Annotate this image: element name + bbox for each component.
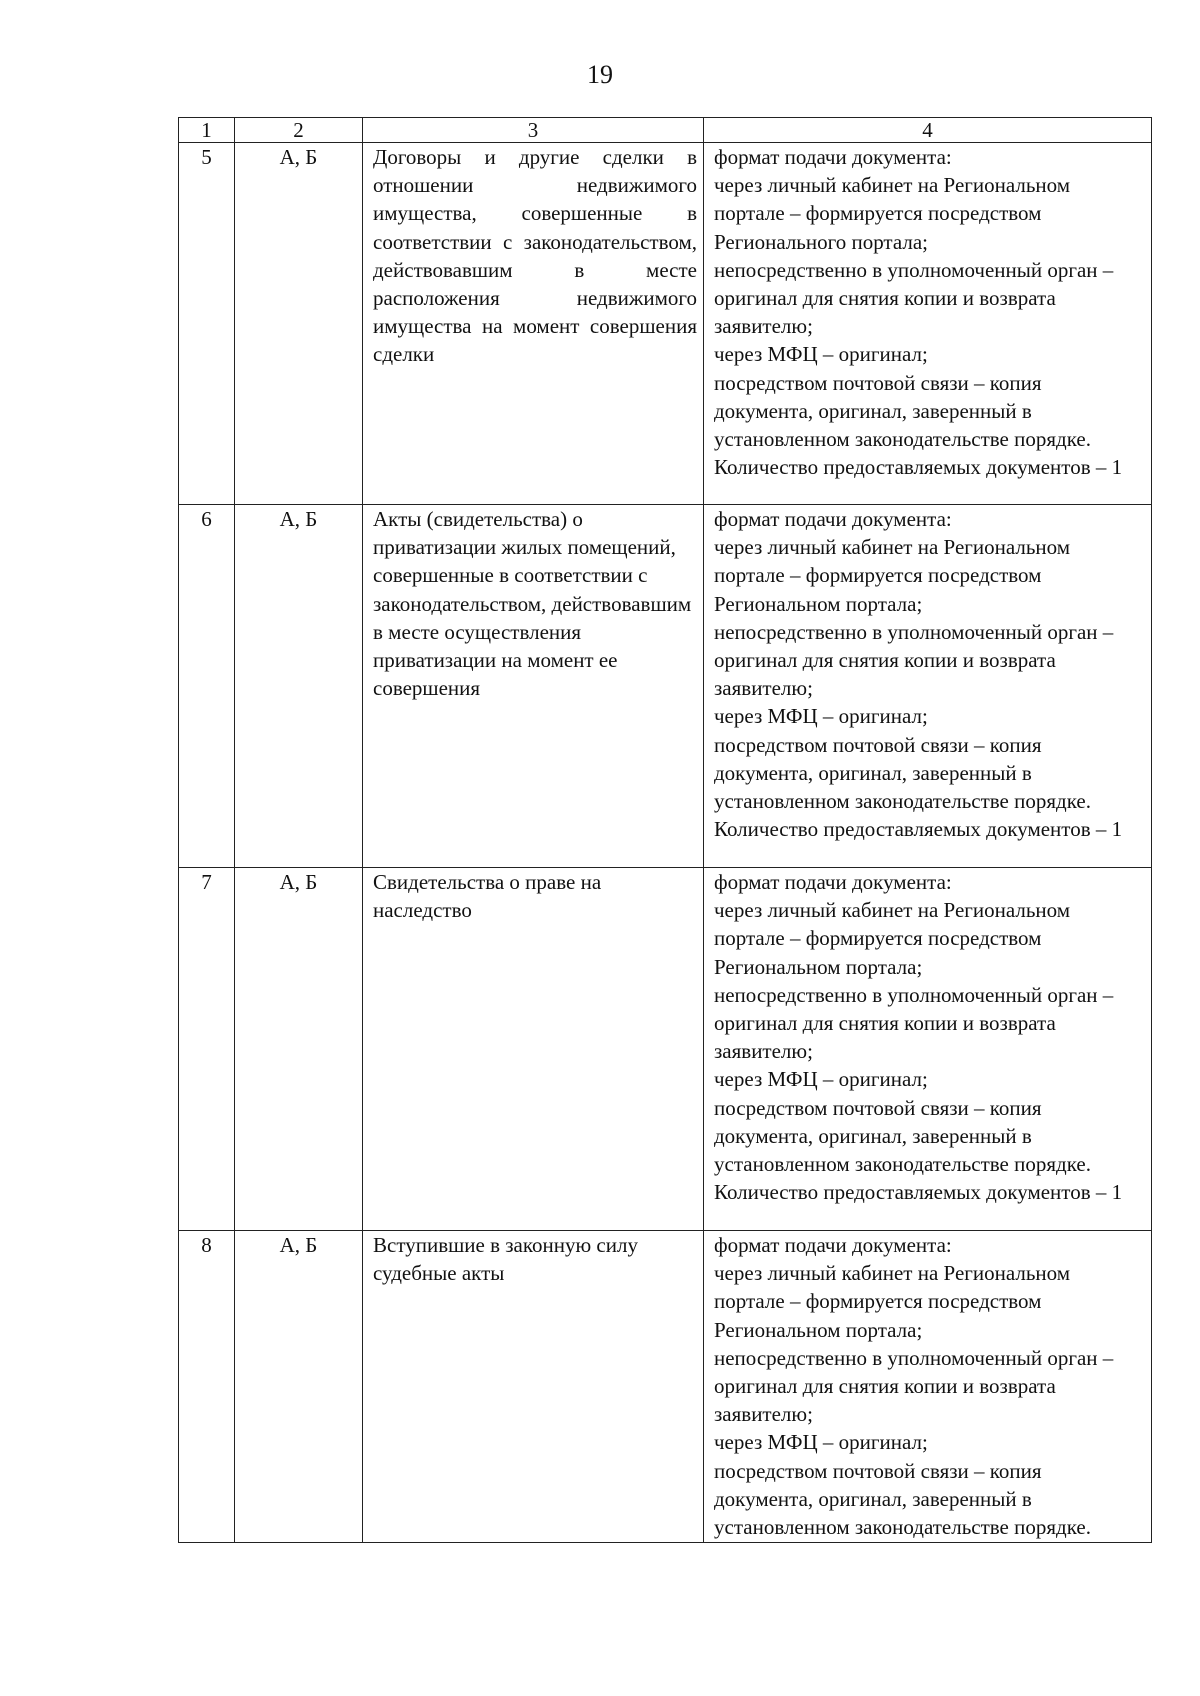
table-header-row xyxy=(179,118,1152,143)
table-row xyxy=(179,1231,1152,1543)
format-line: формат подачи документа: xyxy=(714,145,952,169)
format-line: посредством почтовой связи – копия документа, оригинал, заверенный в установленном законодательстве порядке. xyxy=(714,1458,1091,1540)
format-line: Количество предоставляемых документов – 1 xyxy=(714,817,1123,842)
format-line: непосредственно в уполномоченный орган – оригинал для снятия копии и возврата заявителю; xyxy=(714,257,1114,339)
table-row xyxy=(179,868,1152,1231)
format-line: через МФЦ – оригинал; xyxy=(714,1067,928,1092)
format-line: через личный кабинет на Региональном портале – формируется посредством Региональном портала; xyxy=(714,1261,1071,1342)
format-line: посредством почтовой связи – копия документа, оригинал, заверенный в установленном законодательстве порядке. xyxy=(714,1095,1091,1177)
format-line: посредством почтовой связи – копия документа, оригинал, заверенный в установленном законодательстве порядке. xyxy=(714,732,1091,814)
format-line: непосредственно в уполномоченный орган – оригинал для снятия копии и возврата заявителю; xyxy=(714,1345,1114,1427)
category-cell: А, Б xyxy=(235,1231,363,1543)
submission-format-cell xyxy=(704,143,1152,505)
format-line: непосредственно в уполномоченный орган – оригинал для снятия копии и возврата заявителю; xyxy=(714,619,1114,701)
header-cell: 3 xyxy=(363,118,704,143)
row-number-cell: 8 xyxy=(179,1231,235,1543)
category-cell: А, Б xyxy=(235,505,363,868)
format-line: через личный кабинет на Региональном портале – формируется посредством Регионального портала; xyxy=(714,173,1071,254)
table-row xyxy=(179,143,1152,505)
format-line: через личный кабинет на Региональном портале – формируется посредством Региональном портала; xyxy=(714,535,1071,616)
submission-format-cell xyxy=(704,505,1152,868)
documents-table xyxy=(178,117,1152,1543)
table-row xyxy=(179,505,1152,868)
category-cell: А, Б xyxy=(235,143,363,505)
header-cell: 2 xyxy=(235,118,363,143)
format-line: непосредственно в уполномоченный орган – оригинал для снятия копии и возврата заявителю; xyxy=(714,982,1114,1064)
document-name-cell: Акты (свидетельства) о приватизации жилых помещений, совершенные в соответствии с законодательством, действовавшим в месте осуществления приватизации на момент ее совершения xyxy=(363,505,704,868)
header-cell: 4 xyxy=(704,118,1152,143)
format-line: формат подачи документа: xyxy=(714,870,952,894)
format-line: через МФЦ – оригинал; xyxy=(714,342,928,367)
format-line: Количество предоставляемых документов – 1 xyxy=(714,455,1123,480)
format-line: формат подачи документа: xyxy=(714,507,952,531)
row-number-cell: 7 xyxy=(179,868,235,1231)
row-number-cell: 5 xyxy=(179,143,235,505)
format-line: через МФЦ – оригинал; xyxy=(714,1430,928,1455)
row-number-cell: 6 xyxy=(179,505,235,868)
submission-format-cell xyxy=(704,1231,1152,1543)
submission-format-cell xyxy=(704,868,1152,1231)
header-cell: 1 xyxy=(179,118,235,143)
format-line: через личный кабинет на Региональном портале – формируется посредством Региональном портала; xyxy=(714,898,1071,979)
document-name-cell: Свидетельства о праве на наследство xyxy=(363,868,704,1231)
document-name-cell: Вступившие в законную силу судебные акты xyxy=(363,1231,704,1543)
category-cell: А, Б xyxy=(235,868,363,1231)
format-line: через МФЦ – оригинал; xyxy=(714,704,928,729)
format-line: Количество предоставляемых документов – 1 xyxy=(714,1180,1123,1205)
page-number: 19 xyxy=(587,60,613,89)
document-name-cell: Договоры и другие сделки в отношении недвижимого имущества, совершенные в соответствии с законодательством, действовавшим в месте расположения недвижимого имущества на момент совершения сделки xyxy=(363,143,704,505)
format-line: посредством почтовой связи – копия документа, оригинал, заверенный в установленном законодательстве порядке. xyxy=(714,370,1091,452)
format-line: формат подачи документа: xyxy=(714,1233,952,1257)
